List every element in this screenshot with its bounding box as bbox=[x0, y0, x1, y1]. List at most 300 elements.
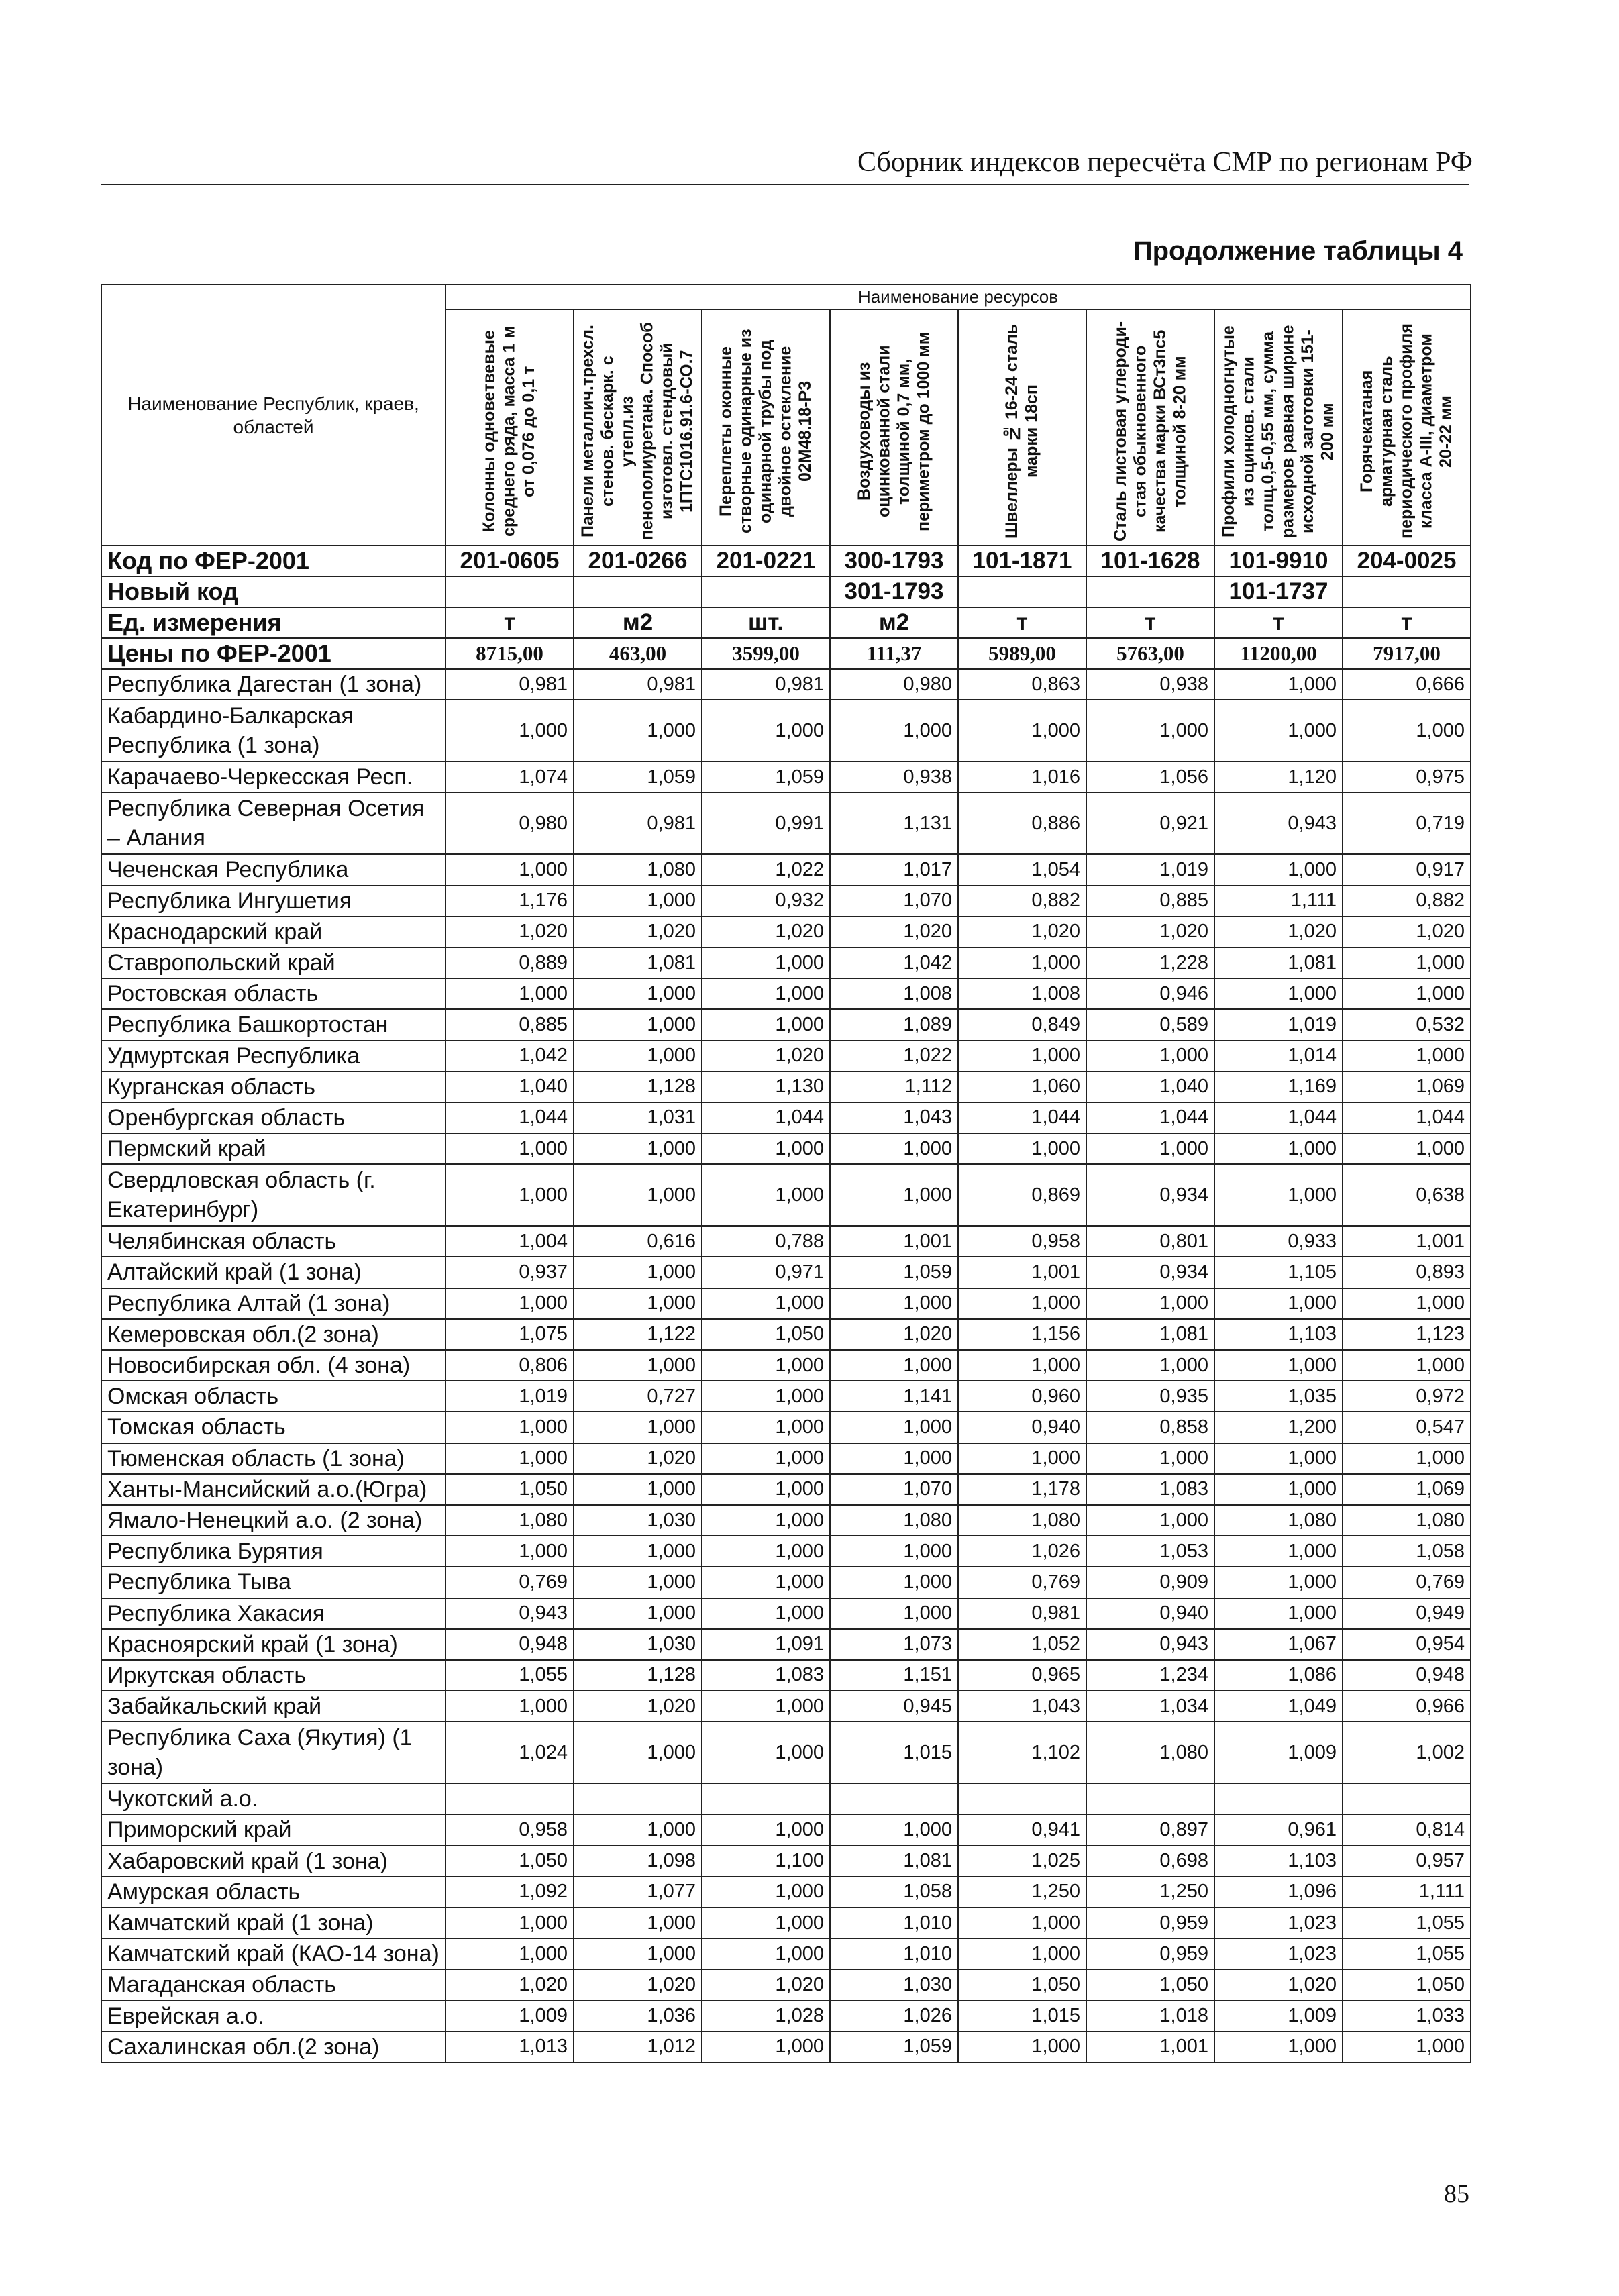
index-value-cell: 0,885 bbox=[1086, 886, 1214, 917]
region-name-cell: Свердловская область (г. Екатеринбург) bbox=[101, 1164, 446, 1226]
index-value-cell bbox=[1086, 1783, 1214, 1814]
index-value-cell: 1,000 bbox=[1086, 1133, 1214, 1164]
region-name-cell: Оренбургская область bbox=[101, 1102, 446, 1133]
index-value-cell: 1,000 bbox=[958, 1041, 1086, 1072]
index-value-cell: 1,000 bbox=[702, 1164, 830, 1226]
resource-name-header bbox=[1214, 309, 1343, 545]
index-value-cell: 1,000 bbox=[830, 1133, 958, 1164]
unit-cell: т bbox=[446, 607, 574, 638]
index-value-cell: 0,769 bbox=[446, 1567, 574, 1598]
index-value-cell: 1,102 bbox=[958, 1722, 1086, 1783]
index-value-cell: 1,000 bbox=[574, 886, 702, 917]
index-value-cell: 1,020 bbox=[702, 1969, 830, 2000]
region-name-cell: Курганская область bbox=[101, 1072, 446, 1102]
index-value-cell: 1,000 bbox=[1086, 700, 1214, 762]
index-value-cell: 0,948 bbox=[1343, 1660, 1471, 1691]
index-value-cell: 1,000 bbox=[958, 947, 1086, 978]
region-name-cell: Челябинская область bbox=[101, 1226, 446, 1257]
table-row bbox=[101, 1443, 1471, 1474]
index-value-cell: 0,917 bbox=[1343, 854, 1471, 885]
index-value-cell: 1,000 bbox=[830, 1567, 958, 1598]
table-row bbox=[101, 792, 1471, 854]
index-value-cell: 0,897 bbox=[1086, 1814, 1214, 1845]
index-value-cell: 0,980 bbox=[830, 669, 958, 700]
table-row bbox=[101, 1660, 1471, 1691]
index-value-cell bbox=[574, 1783, 702, 1814]
index-value-cell: 0,788 bbox=[702, 1226, 830, 1257]
index-value-cell: 0,719 bbox=[1343, 792, 1471, 854]
index-value-cell: 1,000 bbox=[702, 1814, 830, 1845]
index-value-cell: 1,060 bbox=[958, 1072, 1086, 1102]
index-value-cell: 1,000 bbox=[574, 1350, 702, 1381]
index-value-cell bbox=[446, 1783, 574, 1814]
index-value-cell: 1,092 bbox=[446, 1877, 574, 1908]
index-value-cell: 0,589 bbox=[1086, 1009, 1214, 1040]
index-value-cell: 1,151 bbox=[830, 1660, 958, 1691]
index-value-cell: 1,000 bbox=[574, 1474, 702, 1505]
table-row bbox=[101, 886, 1471, 917]
table-body bbox=[101, 545, 1471, 2063]
index-value-cell: 0,858 bbox=[1086, 1412, 1214, 1443]
index-value-cell: 1,020 bbox=[1086, 917, 1214, 947]
index-value-cell: 1,000 bbox=[1086, 1350, 1214, 1381]
index-value-cell: 1,014 bbox=[1214, 1041, 1343, 1072]
table-row bbox=[101, 1164, 1471, 1226]
index-value-cell bbox=[702, 1783, 830, 1814]
table-row bbox=[101, 1969, 1471, 2000]
index-value-cell: 1,000 bbox=[702, 1536, 830, 1567]
index-value-cell: 1,000 bbox=[574, 1908, 702, 1938]
table-row bbox=[101, 1814, 1471, 1845]
index-value-cell: 1,086 bbox=[1214, 1660, 1343, 1691]
index-value-cell: 1,020 bbox=[830, 917, 958, 947]
index-value-cell: 1,069 bbox=[1343, 1072, 1471, 1102]
index-value-cell: 1,000 bbox=[958, 1443, 1086, 1474]
index-value-cell: 0,727 bbox=[574, 1381, 702, 1412]
index-value-cell: 1,000 bbox=[702, 1009, 830, 1040]
region-name-cell: Удмуртская Республика bbox=[101, 1041, 446, 1072]
index-value-cell: 1,043 bbox=[830, 1102, 958, 1133]
index-value-cell: 1,050 bbox=[702, 1319, 830, 1350]
index-value-cell: 1,019 bbox=[1214, 1009, 1343, 1040]
index-value-cell: 0,957 bbox=[1343, 1846, 1471, 1877]
index-value-cell: 1,000 bbox=[830, 1443, 958, 1474]
table-row bbox=[101, 2032, 1471, 2063]
region-name-cell: Тюменская область (1 зона) bbox=[101, 1443, 446, 1474]
index-value-cell: 1,123 bbox=[1343, 1319, 1471, 1350]
index-value-cell: 1,000 bbox=[446, 1908, 574, 1938]
index-value-cell: 1,025 bbox=[958, 1846, 1086, 1877]
index-value-cell: 1,016 bbox=[958, 762, 1086, 792]
index-value-cell: 1,234 bbox=[1086, 1660, 1214, 1691]
unit-cell: т bbox=[1343, 607, 1471, 638]
index-value-cell: 1,000 bbox=[1343, 1350, 1471, 1381]
index-value-cell: 1,000 bbox=[1214, 1164, 1343, 1226]
index-value-cell: 1,020 bbox=[446, 917, 574, 947]
index-value-cell: 1,055 bbox=[446, 1660, 574, 1691]
index-value-cell: 0,958 bbox=[958, 1226, 1086, 1257]
region-name-cell: Ростовская область bbox=[101, 978, 446, 1009]
index-value-cell: 1,176 bbox=[446, 886, 574, 917]
index-value-cell: 1,098 bbox=[574, 1846, 702, 1877]
index-value-cell: 0,980 bbox=[446, 792, 574, 854]
index-value-cell: 1,075 bbox=[446, 1319, 574, 1350]
price-cell: 3599,00 bbox=[702, 638, 830, 669]
index-value-cell: 1,000 bbox=[702, 1567, 830, 1598]
new-code-cell bbox=[958, 576, 1086, 607]
index-value-cell: 1,169 bbox=[1214, 1072, 1343, 1102]
index-value-cell: 1,012 bbox=[574, 2032, 702, 2063]
index-value-cell: 1,081 bbox=[1214, 947, 1343, 978]
index-value-cell: 1,000 bbox=[446, 1691, 574, 1722]
table-row bbox=[101, 1288, 1471, 1319]
index-value-cell: 1,200 bbox=[1214, 1412, 1343, 1443]
region-name-cell: Ханты-Мансийский а.о.(Югра) bbox=[101, 1474, 446, 1505]
region-name-cell: Камчатский край (1 зона) bbox=[101, 1908, 446, 1938]
index-value-cell: 0,547 bbox=[1343, 1412, 1471, 1443]
index-value-cell: 1,000 bbox=[574, 1938, 702, 1969]
price-cell: 8715,00 bbox=[446, 638, 574, 669]
table-row bbox=[101, 1133, 1471, 1164]
index-value-cell: 1,020 bbox=[1214, 1969, 1343, 2000]
index-value-cell: 1,083 bbox=[702, 1660, 830, 1691]
table-row bbox=[101, 1908, 1471, 1938]
index-value-cell: 1,128 bbox=[574, 1660, 702, 1691]
index-value-cell: 0,935 bbox=[1086, 1381, 1214, 1412]
region-name-cell: Республика Бурятия bbox=[101, 1536, 446, 1567]
index-value-cell: 1,000 bbox=[1214, 1598, 1343, 1629]
index-value-cell: 0,909 bbox=[1086, 1567, 1214, 1598]
resource-name-header bbox=[574, 309, 702, 545]
index-value-cell: 1,000 bbox=[446, 1288, 574, 1319]
table-row bbox=[101, 700, 1471, 762]
new-code-cell bbox=[702, 576, 830, 607]
index-value-cell: 1,122 bbox=[574, 1319, 702, 1350]
index-value-cell: 1,050 bbox=[958, 1969, 1086, 2000]
fer-code-cell: 300-1793 bbox=[830, 545, 958, 576]
index-value-cell: 1,000 bbox=[702, 978, 830, 1009]
index-value-cell: 0,975 bbox=[1343, 762, 1471, 792]
table-row bbox=[101, 1009, 1471, 1040]
region-name-cell: Еврейская а.о. bbox=[101, 2001, 446, 2032]
index-value-cell: 0,981 bbox=[958, 1598, 1086, 1629]
index-value-cell: 0,638 bbox=[1343, 1164, 1471, 1226]
index-value-cell: 1,070 bbox=[830, 1474, 958, 1505]
table-row bbox=[101, 1072, 1471, 1102]
index-value-cell: 1,091 bbox=[702, 1629, 830, 1660]
index-value-cell: 1,000 bbox=[574, 1288, 702, 1319]
price-cell: 463,00 bbox=[574, 638, 702, 669]
table-row bbox=[101, 917, 1471, 947]
fer-code-cell: 204-0025 bbox=[1343, 545, 1471, 576]
index-value-cell: 0,959 bbox=[1086, 1938, 1214, 1969]
index-value-cell: 1,077 bbox=[574, 1877, 702, 1908]
region-name-cell: Омская область bbox=[101, 1381, 446, 1412]
index-value-cell: 0,938 bbox=[830, 762, 958, 792]
index-value-cell: 1,055 bbox=[1343, 1938, 1471, 1969]
index-table bbox=[101, 284, 1471, 2063]
region-name-cell: Новосибирская обл. (4 зона) bbox=[101, 1350, 446, 1381]
index-value-cell: 1,022 bbox=[830, 1041, 958, 1072]
index-value-cell: 1,000 bbox=[1086, 1505, 1214, 1536]
index-value-cell: 0,869 bbox=[958, 1164, 1086, 1226]
index-value-cell: 1,131 bbox=[830, 792, 958, 854]
index-value-cell: 1,044 bbox=[1214, 1102, 1343, 1133]
index-value-cell: 1,059 bbox=[574, 762, 702, 792]
index-value-cell: 1,009 bbox=[1214, 1722, 1343, 1783]
new-code-cell: 301-1793 bbox=[830, 576, 958, 607]
index-value-cell: 0,981 bbox=[574, 669, 702, 700]
index-value-cell: 1,000 bbox=[1214, 1536, 1343, 1567]
index-value-cell: 0,934 bbox=[1086, 1164, 1214, 1226]
index-value-cell: 0,937 bbox=[446, 1257, 574, 1288]
index-value-cell: 1,000 bbox=[574, 1041, 702, 1072]
index-value-cell: 1,058 bbox=[1343, 1536, 1471, 1567]
index-value-cell: 1,030 bbox=[830, 1969, 958, 2000]
region-name-cell: Томская область bbox=[101, 1412, 446, 1443]
region-name-cell: Республика Алтай (1 зона) bbox=[101, 1288, 446, 1319]
region-name-cell: Чукотский а.о. bbox=[101, 1783, 446, 1814]
index-value-cell: 0,949 bbox=[1343, 1598, 1471, 1629]
index-value-cell: 0,882 bbox=[958, 886, 1086, 917]
new-code-cell bbox=[574, 576, 702, 607]
table-row bbox=[101, 1598, 1471, 1629]
index-value-cell: 1,000 bbox=[446, 1412, 574, 1443]
index-value-cell: 1,000 bbox=[702, 1474, 830, 1505]
index-value-cell: 1,096 bbox=[1214, 1877, 1343, 1908]
index-value-cell: 0,971 bbox=[702, 1257, 830, 1288]
index-value-cell: 1,020 bbox=[830, 1319, 958, 1350]
index-value-cell: 1,156 bbox=[958, 1319, 1086, 1350]
table-row bbox=[101, 1102, 1471, 1133]
index-value-cell: 1,000 bbox=[830, 1350, 958, 1381]
index-value-cell: 1,000 bbox=[702, 1938, 830, 1969]
index-value-cell: 0,943 bbox=[446, 1598, 574, 1629]
resource-name-header bbox=[958, 309, 1086, 545]
index-value-cell: 0,945 bbox=[830, 1691, 958, 1722]
index-value-cell: 1,044 bbox=[446, 1102, 574, 1133]
index-value-cell: 0,972 bbox=[1343, 1381, 1471, 1412]
index-value-cell: 0,921 bbox=[1086, 792, 1214, 854]
index-value-cell: 1,023 bbox=[1214, 1908, 1343, 1938]
index-value-cell: 1,001 bbox=[830, 1226, 958, 1257]
table-row bbox=[101, 1877, 1471, 1908]
index-value-cell: 0,932 bbox=[702, 886, 830, 917]
fer-code-row bbox=[101, 545, 1471, 576]
index-value-cell: 1,030 bbox=[574, 1629, 702, 1660]
index-value-cell: 1,055 bbox=[1343, 1908, 1471, 1938]
index-value-cell: 0,938 bbox=[1086, 669, 1214, 700]
index-value-cell: 1,141 bbox=[830, 1381, 958, 1412]
index-value-cell: 1,000 bbox=[702, 1133, 830, 1164]
resource-name-text: Колонны одноветвевые среднего ряда, масса 1 м от 0,076 до 0,1 т bbox=[480, 326, 539, 537]
index-value-cell: 0,532 bbox=[1343, 1009, 1471, 1040]
index-value-cell: 1,000 bbox=[702, 1722, 830, 1783]
index-value-cell: 1,010 bbox=[830, 1938, 958, 1969]
index-value-cell: 1,000 bbox=[574, 1412, 702, 1443]
index-value-cell: 1,056 bbox=[1086, 762, 1214, 792]
index-value-cell: 1,000 bbox=[446, 1164, 574, 1226]
index-value-cell: 1,054 bbox=[958, 854, 1086, 885]
index-value-cell: 1,178 bbox=[958, 1474, 1086, 1505]
region-name-cell: Ямало-Ненецкий а.о. (2 зона) bbox=[101, 1505, 446, 1536]
index-value-cell: 1,000 bbox=[446, 1938, 574, 1969]
index-value-cell: 1,044 bbox=[1086, 1102, 1214, 1133]
index-value-cell: 1,000 bbox=[574, 1814, 702, 1845]
index-value-cell: 1,000 bbox=[1086, 1288, 1214, 1319]
table-row bbox=[101, 1381, 1471, 1412]
index-value-cell: 1,020 bbox=[446, 1969, 574, 2000]
index-value-cell: 1,080 bbox=[958, 1505, 1086, 1536]
index-value-cell: 1,000 bbox=[1214, 1474, 1343, 1505]
index-value-cell: 1,000 bbox=[958, 1350, 1086, 1381]
index-value-cell: 0,863 bbox=[958, 669, 1086, 700]
index-value-cell: 0,666 bbox=[1343, 669, 1471, 700]
table-row bbox=[101, 1567, 1471, 1598]
index-value-cell: 0,991 bbox=[702, 792, 830, 854]
unit-cell: м2 bbox=[574, 607, 702, 638]
table-row bbox=[101, 1629, 1471, 1660]
index-value-cell: 1,000 bbox=[830, 1412, 958, 1443]
index-value-cell: 1,105 bbox=[1214, 1257, 1343, 1288]
index-value-cell: 0,933 bbox=[1214, 1226, 1343, 1257]
index-value-cell: 1,000 bbox=[1086, 1041, 1214, 1072]
index-value-cell: 1,000 bbox=[574, 1257, 702, 1288]
index-value-cell: 1,000 bbox=[574, 1567, 702, 1598]
index-value-cell: 1,001 bbox=[958, 1257, 1086, 1288]
table-row bbox=[101, 1691, 1471, 1722]
index-value-cell: 1,034 bbox=[1086, 1691, 1214, 1722]
region-name-cell: Алтайский край (1 зона) bbox=[101, 1257, 446, 1288]
index-value-cell: 1,081 bbox=[1086, 1319, 1214, 1350]
price-label: Цены по ФЕР-2001 bbox=[101, 638, 446, 669]
index-value-cell: 1,000 bbox=[830, 1598, 958, 1629]
resource-name-header bbox=[702, 309, 830, 545]
index-value-cell: 1,000 bbox=[1343, 1443, 1471, 1474]
index-value-cell: 1,020 bbox=[702, 1041, 830, 1072]
table-continuation-label: Продолжение таблицы 4 bbox=[1133, 236, 1463, 266]
table-row bbox=[101, 1041, 1471, 1072]
index-value-cell: 1,000 bbox=[702, 1691, 830, 1722]
region-name-cell: Магаданская область bbox=[101, 1969, 446, 2000]
index-value-cell: 1,000 bbox=[958, 2032, 1086, 2063]
index-value-cell: 1,000 bbox=[1343, 2032, 1471, 2063]
index-value-cell: 0,886 bbox=[958, 792, 1086, 854]
price-row bbox=[101, 638, 1471, 669]
index-value-cell: 1,000 bbox=[1343, 1288, 1471, 1319]
index-value-cell: 1,000 bbox=[1343, 947, 1471, 978]
index-value-cell: 0,893 bbox=[1343, 1257, 1471, 1288]
index-value-cell: 1,000 bbox=[574, 1133, 702, 1164]
unit-label: Ед. измерения bbox=[101, 607, 446, 638]
table-row bbox=[101, 1536, 1471, 1567]
fer-code-label: Код по ФЕР-2001 bbox=[101, 545, 446, 576]
index-value-cell: 1,000 bbox=[1214, 700, 1343, 762]
table-row bbox=[101, 1505, 1471, 1536]
index-value-cell: 1,000 bbox=[1086, 1443, 1214, 1474]
resource-name-text: Сталь листовая углероди-стая обыкновенного качества марки ВСт3пс5 толщиной 8-20 мм bbox=[1110, 321, 1189, 542]
index-value-cell: 1,000 bbox=[446, 1536, 574, 1567]
index-value-cell bbox=[830, 1783, 958, 1814]
region-name-cell: Республика Тыва bbox=[101, 1567, 446, 1598]
new-code-cell bbox=[446, 576, 574, 607]
index-value-cell: 1,000 bbox=[1214, 1350, 1343, 1381]
index-value-cell: 1,103 bbox=[1214, 1846, 1343, 1877]
region-name-cell: Республика Хакасия bbox=[101, 1598, 446, 1629]
index-value-cell: 1,081 bbox=[574, 947, 702, 978]
index-value-cell: 1,067 bbox=[1214, 1629, 1343, 1660]
table-row bbox=[101, 1938, 1471, 1969]
price-cell: 111,37 bbox=[830, 638, 958, 669]
index-value-cell: 1,080 bbox=[574, 854, 702, 885]
table-row bbox=[101, 1722, 1471, 1783]
index-value-cell: 0,954 bbox=[1343, 1629, 1471, 1660]
index-value-cell: 1,080 bbox=[1086, 1722, 1214, 1783]
index-value-cell: 1,019 bbox=[446, 1381, 574, 1412]
index-value-cell: 1,002 bbox=[1343, 1722, 1471, 1783]
index-value-cell: 1,018 bbox=[1086, 2001, 1214, 2032]
index-value-cell: 1,000 bbox=[702, 1381, 830, 1412]
index-value-cell: 1,019 bbox=[1086, 854, 1214, 885]
index-value-cell: 1,000 bbox=[702, 947, 830, 978]
index-value-cell: 0,965 bbox=[958, 1660, 1086, 1691]
index-value-cell: 1,053 bbox=[1086, 1536, 1214, 1567]
index-value-cell: 1,000 bbox=[702, 1908, 830, 1938]
index-value-cell: 1,049 bbox=[1214, 1691, 1343, 1722]
index-value-cell: 1,009 bbox=[446, 2001, 574, 2032]
index-value-cell: 1,112 bbox=[830, 1072, 958, 1102]
index-value-cell: 1,080 bbox=[1214, 1505, 1343, 1536]
index-value-cell: 1,000 bbox=[958, 1908, 1086, 1938]
index-value-cell: 1,050 bbox=[1343, 1969, 1471, 2000]
table-row bbox=[101, 2001, 1471, 2032]
index-value-cell: 1,000 bbox=[958, 1288, 1086, 1319]
index-value-cell: 1,020 bbox=[702, 917, 830, 947]
index-value-cell: 1,020 bbox=[1214, 917, 1343, 947]
region-name-cell: Республика Саха (Якутия) (1 зона) bbox=[101, 1722, 446, 1783]
index-value-cell: 1,250 bbox=[1086, 1877, 1214, 1908]
index-value-cell: 0,948 bbox=[446, 1629, 574, 1660]
table-row bbox=[101, 947, 1471, 978]
region-name-cell: Иркутская область bbox=[101, 1660, 446, 1691]
resource-name-header bbox=[830, 309, 958, 545]
region-name-cell: Камчатский край (КАО-14 зона) bbox=[101, 1938, 446, 1969]
index-value-cell: 1,000 bbox=[574, 1164, 702, 1226]
index-value-cell bbox=[1343, 1783, 1471, 1814]
index-value-cell: 1,000 bbox=[574, 1536, 702, 1567]
fer-code-cell: 201-0605 bbox=[446, 545, 574, 576]
index-value-cell: 1,050 bbox=[446, 1846, 574, 1877]
index-value-cell: 1,250 bbox=[958, 1877, 1086, 1908]
index-value-cell bbox=[1214, 1783, 1343, 1814]
resource-name-text: Профили холодногнутые из оцинков. стали толщ.0,5-0,55 мм, сумма размеров равная ширине исходной заготовки 151-200 мм bbox=[1219, 325, 1337, 538]
index-value-cell: 1,020 bbox=[574, 1691, 702, 1722]
index-value-cell: 1,044 bbox=[958, 1102, 1086, 1133]
index-value-cell: 1,070 bbox=[830, 886, 958, 917]
index-value-cell: 1,000 bbox=[830, 1536, 958, 1567]
index-value-cell: 0,769 bbox=[1343, 1567, 1471, 1598]
region-name-cell: Кемеровская обл.(2 зона) bbox=[101, 1319, 446, 1350]
index-value-cell: 0,616 bbox=[574, 1226, 702, 1257]
index-value-cell: 1,050 bbox=[446, 1474, 574, 1505]
resource-name-text: Переплеты оконные створные одинарные из одинарной трубы под двойное остекление 02М48.18-Р3 bbox=[716, 329, 815, 534]
index-value-cell: 1,031 bbox=[574, 1102, 702, 1133]
index-value-cell: 1,228 bbox=[1086, 947, 1214, 978]
index-value-cell: 1,059 bbox=[830, 1257, 958, 1288]
index-value-cell: 1,000 bbox=[830, 700, 958, 762]
index-value-cell bbox=[958, 1783, 1086, 1814]
index-value-cell: 1,058 bbox=[830, 1877, 958, 1908]
